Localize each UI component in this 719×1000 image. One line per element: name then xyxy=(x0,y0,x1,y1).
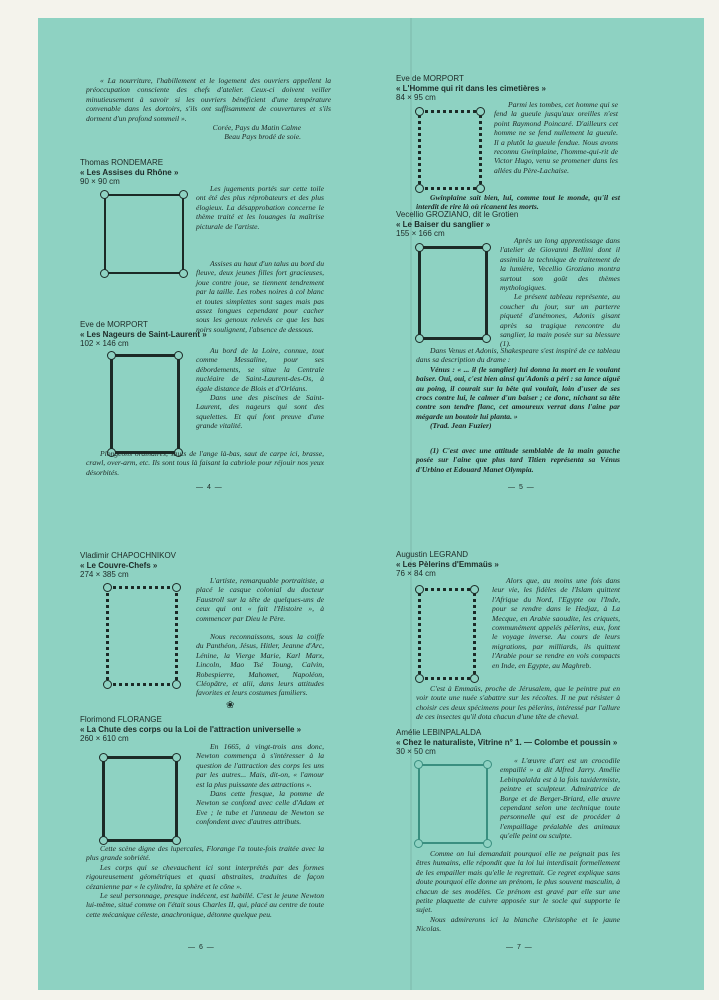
entry-text-morport2 xyxy=(494,100,618,175)
entry-text-morport2-2 xyxy=(416,193,620,212)
quote-source: (Trad. Jean Fuzier) xyxy=(430,421,492,431)
artwork-frame xyxy=(418,110,482,190)
artwork-size: 76 × 84 cm xyxy=(396,569,436,578)
artwork-size: 30 × 50 cm xyxy=(396,747,436,756)
page-number: — 7 — xyxy=(506,944,533,951)
artwork-frame xyxy=(418,764,488,844)
artist-name: Thomas RONDEMARE xyxy=(80,158,164,167)
paragraph: Comme on lui demandait pourquoi elle ne peignait pas les êtres humains, elle répondit que la loi lui interdisait formellement de les empailler mais qu'elle le regrettait. Ce regret explique sans doute pourquoi elle donne un prénom, le plus souvent masculin, à chacun de ses modèles. Ce prénom est gravé par elle sur une petite plaquette de cuivre apposée sur le socle qui supporte le sujet. xyxy=(416,849,620,915)
page-number: — 5 — xyxy=(508,484,535,491)
entry-text-florange-2 xyxy=(86,844,324,919)
paragraph: Le présent tableau représente, au coucher du jour, sur un parterre piqueté d'anémones, Adonis gisant après sa tragique rencontre du sanglier, la main posée sur sa blessure (1). xyxy=(500,292,620,349)
artwork-size: 274 × 385 cm xyxy=(80,570,129,579)
artwork-title: « L'Homme qui rit dans les cimetières » xyxy=(396,83,546,93)
paragraph: Dans Venus et Adonis, Shakespeare s'est inspiré de ce tableau dans sa description du drame : xyxy=(416,346,620,365)
entry-text-florange xyxy=(196,742,324,827)
artist-name: Florimond FLORANGE xyxy=(80,715,162,724)
entry-header-lebinpalalda xyxy=(396,728,617,757)
entry-header-florange xyxy=(80,715,301,744)
intro-quote xyxy=(86,76,331,142)
artist-name: Augustin LEGRAND xyxy=(396,550,469,559)
paragraph: Après un long apprentissage dans l'atelier de Giovanni Bellini dont il assimila la technique de traitement de la lumière, Vecellio Groziano montra surtout son goût des thèmes mythologiques. xyxy=(500,236,620,293)
shakespeare-quote: Vénus : « ... il (le sanglier) lui donna la mort en le voulant baiser. Oui, oui, c'est bien ainsi qu'Adonis a péri : sa lance aiguë au poing, il courait sur la bête qui voulait, loin d'user de ses crocs contre lui, le calmer d'un baiser ; ce donc, nichant sa tête contre son tendre flanc, cet amoureux verrat dans l'aine par mégarde un boutoir lui planta. » xyxy=(416,364,620,421)
paragraph: Dans une des piscines de Saint-Laurent, des nageurs qui sont des squelettes. Et qui font preuve d'une grande vitalité. xyxy=(196,393,324,431)
paragraph: Nous admirerons ici la blanche Christophe et le jaune Nicolas. xyxy=(416,914,620,934)
entry-text-groziano xyxy=(500,236,620,349)
entry-header-groziano xyxy=(396,210,518,239)
page-number: — 6 — xyxy=(188,944,215,951)
footnote-text: (1) C'est avec une attitude semblable de la main gauche posée sur l'aine que plus tard Titien représenta sa Vénus d'Urbino et Edouard Manet Olympia. xyxy=(416,446,620,474)
paragraph: L'artiste, remarquable portraitiste, a placé le casque colonial du docteur Faustroll sur la tête de quelques-uns de ceux qui ont « fait l'Histoire », à commencer par Dieu le Père. xyxy=(196,576,324,623)
entry-text-lebinpalalda-2 xyxy=(416,849,620,934)
artwork-title: « Le Baiser du sanglier » xyxy=(396,219,491,229)
paragraph: Nous reconnaissons, sous la coiffe du Panthéon, Jésus, Hitler, Jeanne d'Arc, Lénine, la Vierge Marie, Karl Marx, Lincoln, Mao Tsé Toung, Calvin, Robespierre, Mahomet, Napoléon, Cléopâtre, et alii, dans leurs attitudes favorites et leurs costumes familiers. xyxy=(196,632,324,698)
artwork-title: « La Chute des corps ou la Loi de l'attraction universelle » xyxy=(80,724,302,734)
ornament-icon: ❀ xyxy=(226,700,235,711)
entry-text-legrand xyxy=(492,576,620,670)
entry-header-rondemare xyxy=(80,158,178,187)
artwork-size: 260 × 610 cm xyxy=(80,734,129,743)
artwork-size: 84 × 95 cm xyxy=(396,93,436,102)
artwork-frame xyxy=(418,246,488,340)
artist-name: Eve de MORPORT xyxy=(396,74,464,83)
page-spread xyxy=(38,18,704,990)
entry-header-legrand xyxy=(396,550,499,579)
intro-quote-source-1: Corée, Pays du Matin Calme xyxy=(212,123,301,133)
center-fold xyxy=(410,18,412,990)
intro-quote-source-2: Beau Pays brodé de soie. xyxy=(224,132,301,142)
paragraph: Cette scène digne des lupercales, Florange l'a toute-fois traitée avec la plus grande sobriété. xyxy=(86,844,324,863)
entry-text-groziano-2 xyxy=(416,346,620,431)
paragraph: Plongeons ordinaires, sauts de l'ange là-bas, saut de carpe ici, brasse, crawl, over-arm, etc. Ils sont tous là faisant la cabriole pour réjouir nos yeux désorbités. xyxy=(86,449,324,477)
artist-name: Amélie LEBINPALALDA xyxy=(396,728,482,737)
artwork-title: « Les Assises du Rhône » xyxy=(80,167,179,177)
paragraph: « L'œuvre d'art est un crocodile empaillé » a dit Alfred Jarry. Amélie Lebinpalalda est à la fois taxidermiste, peintre et sculpteur. Admiratrice de Borge et de Berger-Briard, elle œuvre cependant selon une technique toute personnelle qui est de procéder à l'empaillage préalable des animaux qu'elle peint ou sculpte. xyxy=(500,756,620,841)
artwork-frame xyxy=(106,586,178,686)
entry-text-legrand-2 xyxy=(416,684,620,722)
page-number: — 4 — xyxy=(196,484,223,491)
entry-text-morport1-2 xyxy=(86,449,324,477)
paragraph: Au bord de la Loire, connue, tout comme Messaline, pour ses débordements, se situe la Centrale nucléaire de Saint-Laurent-des-Os, à égale distance de Blois et d'Orléans. xyxy=(196,346,324,393)
artwork-title: « Les Nageurs de Saint-Laurent » xyxy=(80,329,207,339)
artwork-title: « Chez le naturaliste, Vitrine n° 1. — Colombe et poussin » xyxy=(396,737,618,747)
entry-text-lebinpalalda xyxy=(500,756,620,841)
paragraph: Les jugements portés sur cette toile ont été des plus réprobateurs et des plus élogieux. La désapprobation concerne le thème traité et les louanges la maîtrise picturale de l'artiste. xyxy=(196,184,324,231)
artwork-size: 102 × 146 cm xyxy=(80,339,129,348)
paragraph: C'est à Emmaüs, proche de Jérusalem, que le peintre put en voir toute une nuée s'abattre sur les récoltes. Il ne put résister à choisir ces deux spécimens pour les pèlerins, intéressé par l'allure de ces insectes qu'il dota chacun d'une tête de cheval. xyxy=(416,684,620,722)
entry-header-morport1 xyxy=(80,320,207,349)
paragraph: Alors que, au moins une fois dans leur vie, les fidèles de l'Islam quittent l'Afrique du Nord, l'Egypte ou l'Inde, pour se rendre dans le Hedjaz, à La Mecque, en Arabie saoudite, les criquets, communément appelés pèlerins, eux, font le voyage inverse. Au cours de leurs migrations, par milliards, ils quittent l'Arabie pour se rendre en vols compacts en Inde, en Egypte, au Maghreb. xyxy=(492,576,620,670)
artist-name: Vecellio GROZIANO, dit le Grotien xyxy=(396,210,519,219)
paragraph: Parmi les tombes, cet homme qui se fend la gueule jusqu'aux oreilles n'est point Raymond Poincaré. D'ailleurs cet homme ne se fend nullement la gueule. Il a plutôt la gueule fendue. Nous avons reconnu Gwinplaine, l'homme-qui-rit de Victor Hugo, venu se promener dans les allées du Père-Lachaise. xyxy=(494,100,618,175)
artwork-frame xyxy=(102,756,178,842)
intro-quote-text: « La nourriture, l'habillement et le logement des ouvriers appellent la préoccupation consciente des chefs d'atelier. Ceux-ci doivent veiller minutieusement à savoir si les ouvriers bénéficient d'une température convenable dans les dortoirs, s'ils ont suffisamment de couvertures et s'ils dorment d'un profond sommeil ». xyxy=(86,76,331,123)
entry-text-chapochnikov-2 xyxy=(196,632,324,698)
paragraph: Les corps qui se chevauchent ici sont interprétés par des formes rigoureusement géométriques et quasi abstraites, traduites de façon cézanienne par « le cylindre, la sphère et le cône ». xyxy=(86,862,324,891)
artwork-frame xyxy=(110,354,180,454)
artist-name: Eve de MORPORT xyxy=(80,320,148,329)
entry-text-rondemare xyxy=(196,184,324,231)
entry-text-chapochnikov xyxy=(196,576,324,623)
artwork-title: « Le Couvre-Chefs » xyxy=(80,560,158,570)
footnote xyxy=(416,446,620,474)
paragraph: Dans cette fresque, la pomme de Newton se confond avec celle d'Adam et Eve ; le tube et l'anneau de Newton se confondent avec d'autres attributs. xyxy=(196,789,324,827)
paragraph: Le seul personnage, presque indécent, est habillé. C'est le jeune Newton lui-même, situé comme on l'était sous Charles II, qui, placé au centre de toute cette mécanique céleste, anachronique, détonne quelque peu. xyxy=(86,891,324,919)
artwork-title: « Les Pèlerins d'Emmaüs » xyxy=(396,559,499,569)
artist-name: Vladimir CHAPOCHNIKOV xyxy=(80,551,177,560)
entry-text-morport1 xyxy=(196,346,324,431)
entry-header-chapochnikov xyxy=(80,551,176,580)
paragraph: Assises au haut d'un talus au bord du fleuve, deux jeunes filles fort gracieuses, joue contre joue, se tiennent tendrement par la taille. Les robes noires à col blanc et toutes simplettes sont sages mais pas assez longues cependant pour cacher sous les genoux relevés ce que les bas noirs soulignent, l'absence de dessous. xyxy=(196,259,324,334)
artwork-frame xyxy=(418,588,476,680)
artwork-size: 155 × 166 cm xyxy=(396,229,445,238)
artwork-size: 90 × 90 cm xyxy=(80,177,120,186)
paragraph: Gwinplaine sait bien, lui, comme tout le monde, qu'il est interdit de rire là où ricanent les morts. xyxy=(416,193,620,212)
entry-header-morport2 xyxy=(396,74,546,103)
paragraph: En 1665, à vingt-trois ans donc, Newton commença à s'intéresser à la question de l'attraction des corps les uns par les autres... Mais, dit-on, « l'amour est la plus puissante des attractions ». xyxy=(196,742,324,789)
